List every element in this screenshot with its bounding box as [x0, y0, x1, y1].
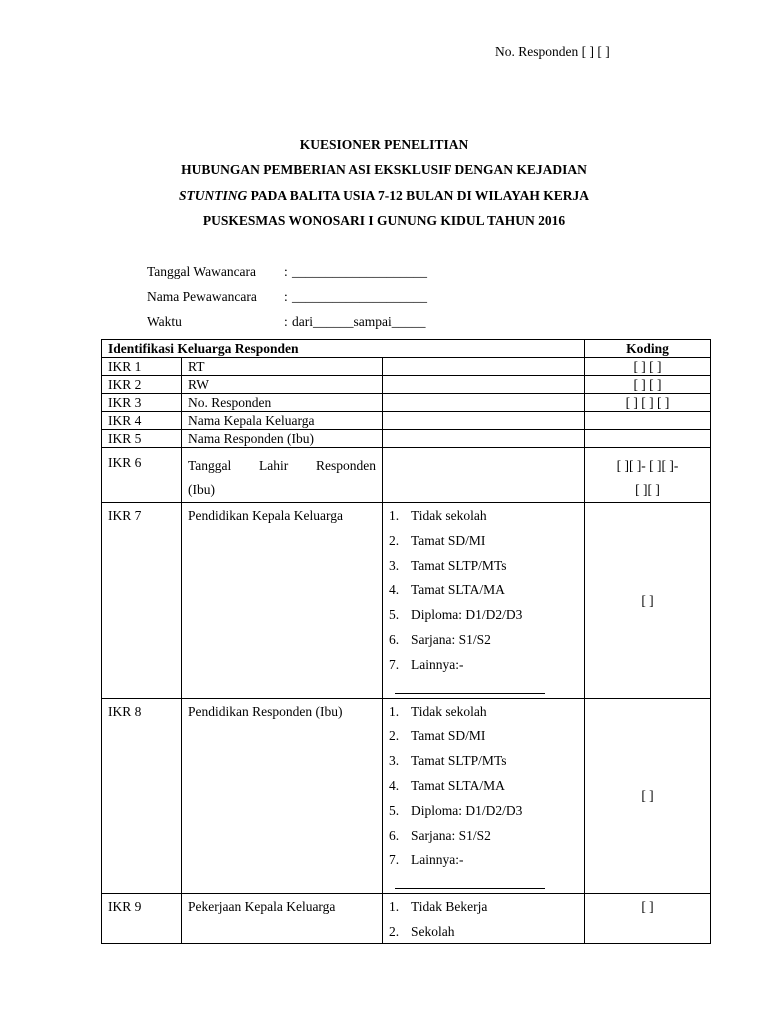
tanggal-wawancara-field[interactable]: ____________________ [292, 264, 427, 279]
label-word: Lahir [259, 458, 289, 473]
questionnaire-table [101, 339, 711, 944]
header-koding: Koding [585, 340, 711, 358]
lainnya-fill-line[interactable] [395, 681, 545, 694]
option-item[interactable]: 1. Tidak sekolah [389, 508, 487, 523]
option-item[interactable]: 3. Tamat SLTP/MTs [389, 753, 507, 769]
option-item[interactable]: 4. Tamat SLTA/MA [389, 777, 505, 793]
table-row [102, 448, 711, 503]
row-label: RW [182, 376, 383, 394]
title-line-1: KUESIONER PENELITIAN [299, 137, 469, 152]
row-koding: [ ] [ ] [ ] [585, 394, 711, 412]
row-koding: [ ] [585, 503, 711, 699]
table-row [102, 412, 711, 430]
options-list [389, 703, 578, 877]
colon: : [284, 289, 288, 304]
row-id: IKR 4 [102, 412, 182, 430]
title-line-4: PUSKESMAS WONOSARI I GUNUNG KIDUL TAHUN 2016 [202, 213, 566, 228]
row-koding [585, 412, 711, 430]
option-item[interactable]: 2. Sekolah [389, 923, 455, 939]
option-item[interactable]: 7. Lainnya:- [389, 656, 464, 672]
label-line-2: (Ibu) [188, 482, 215, 497]
options-cell [383, 503, 585, 699]
table-row [102, 358, 711, 376]
row-id: IKR 8 [102, 698, 182, 894]
nama-pewawancara-field[interactable]: ____________________ [292, 289, 427, 304]
label-word: Responden [315, 458, 376, 473]
row-answer-cell[interactable] [383, 358, 585, 376]
row-label: Pekerjaan Kepala Keluarga [182, 894, 383, 944]
options-list [389, 898, 578, 943]
row-koding: [ ] [585, 894, 711, 944]
row-koding [585, 430, 711, 448]
row-koding: [ ] [ ] [585, 358, 711, 376]
table-row [102, 430, 711, 448]
row-label: Nama Kepala Keluarga [182, 412, 383, 430]
row-koding: [ ] [585, 698, 711, 894]
title-line-3-rest: PADA BALITA USIA 7-12 BULAN DI WILAYAH KERJA [247, 188, 590, 203]
colon: : [284, 314, 288, 329]
row-id: IKR 3 [102, 394, 182, 412]
row-id: IKR 5 [102, 430, 182, 448]
options-cell [383, 698, 585, 894]
row-answer-cell[interactable] [383, 412, 585, 430]
koding-line-2: [ ][ ] [635, 482, 660, 497]
options-cell [383, 894, 585, 944]
options-list [389, 507, 578, 681]
row-answer-cell[interactable] [383, 376, 585, 394]
table-row [102, 394, 711, 412]
label-word: Tanggal [188, 458, 232, 473]
row-label [182, 448, 383, 503]
row-label: No. Responden [182, 394, 383, 412]
koding-line-1: [ ][ ]- [ ][ ]- [616, 458, 679, 473]
option-item[interactable]: 5. Diploma: D1/D2/D3 [389, 802, 523, 818]
row-label: Nama Responden (Ibu) [182, 430, 383, 448]
option-item[interactable]: 2. Tamat SD/MI [389, 532, 486, 548]
lainnya-fill-line[interactable] [395, 876, 545, 889]
table-row [102, 503, 711, 699]
row-id: IKR 6 [102, 448, 182, 503]
row-label: RT [182, 358, 383, 376]
header-identifikasi: Identifikasi Keluarga Responden [102, 340, 585, 358]
row-answer-cell[interactable] [383, 430, 585, 448]
row-answer-cell[interactable] [383, 448, 585, 503]
option-item[interactable]: 5. Diploma: D1/D2/D3 [389, 607, 523, 623]
option-item[interactable]: 4. Tamat SLTA/MA [389, 582, 505, 598]
nama-pewawancara-label: Nama Pewawancara [147, 289, 257, 304]
row-id: IKR 2 [102, 376, 182, 394]
option-item[interactable]: 7. Lainnya:- [389, 852, 464, 868]
waktu-field[interactable]: dari______sampai_____ [292, 314, 426, 329]
table-row [102, 376, 711, 394]
row-id: IKR 1 [102, 358, 182, 376]
option-item[interactable]: 1. Tidak sekolah [389, 703, 487, 719]
option-item[interactable]: 6. Sarjana: S1/S2 [389, 827, 491, 843]
table-row [102, 698, 711, 894]
row-koding: [ ] [ ] [585, 376, 711, 394]
row-label: Pendidikan Kepala Keluarga [182, 503, 383, 699]
option-item[interactable]: 3. Tamat SLTP/MTs [389, 557, 507, 573]
waktu-label: Waktu [147, 314, 182, 329]
title-line-2: HUBUNGAN PEMBERIAN ASI EKSKLUSIF DENGAN KEJADIAN [181, 162, 587, 177]
row-answer-cell[interactable] [383, 394, 585, 412]
row-koding [585, 448, 711, 503]
row-id: IKR 9 [102, 894, 182, 944]
colon: : [284, 264, 288, 279]
option-item[interactable]: 1. Tidak Bekerja [389, 899, 488, 915]
row-id: IKR 7 [102, 503, 182, 699]
row-label: Pendidikan Responden (Ibu) [182, 698, 383, 894]
tanggal-wawancara-label: Tanggal Wawancara [147, 264, 257, 279]
table-header-row [102, 340, 711, 358]
table-row [102, 894, 711, 944]
title-italic-stunting: STUNTING [178, 188, 248, 203]
title-line-3 [0, 188, 768, 204]
option-item[interactable]: 2. Tamat SD/MI [389, 728, 486, 744]
responden-number: No. Responden [ ] [ ] [495, 44, 610, 59]
option-item[interactable]: 6. Sarjana: S1/S2 [389, 631, 491, 647]
